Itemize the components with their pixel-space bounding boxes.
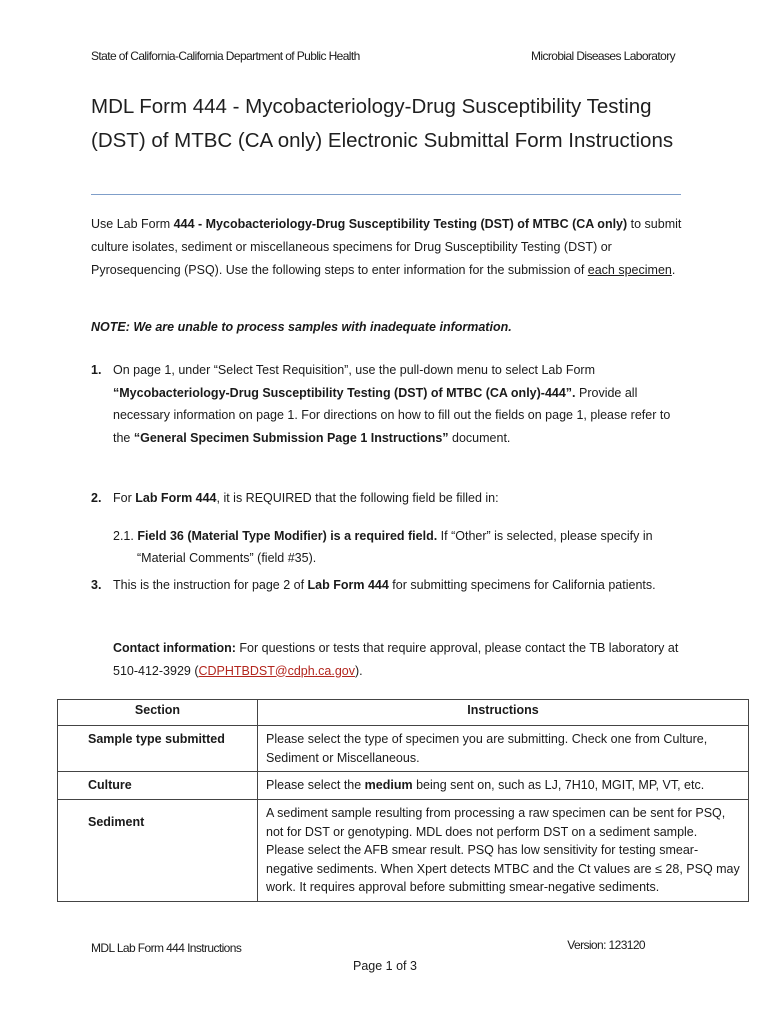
substep-number: 2.1. [113,529,134,543]
row-instructions [258,800,749,902]
intro-each-specimen: each specimen [587,263,672,277]
step-form-name: Lab Form 444 [135,491,217,505]
header-laboratory: Microbial Diseases Laboratory [530,49,675,63]
note-warning: NOTE: We are unable to process samples with inadequate information. [91,320,512,334]
step-doc-reference: “General Specimen Submission Page 1 Instructions” [133,430,449,445]
step-1 [91,359,681,449]
instruction-medium: medium [364,778,413,792]
step-text: document. [448,430,511,445]
step-number: 2. [91,491,102,505]
intro-text-3: . [671,263,676,277]
row-instructions [258,772,749,800]
step-number: 1. [91,363,102,377]
step-form-name: “Mycobacteriology-Drug Susceptibility Testing (DST) of MTBC (CA only)-444”. [113,385,576,400]
table-row [58,800,749,902]
step-text: For [113,491,136,505]
footer-form-name: MDL Lab Form 444 Instructions [91,941,242,955]
step-text: This is the instruction for page 2 of [113,578,308,592]
step-text: , it is REQUIRED that the following field be filled in: [216,491,499,505]
footer-version: Version: 123120 [567,938,645,952]
column-header-instructions: Instructions [258,700,749,726]
row-section: Sample type submitted [58,726,258,772]
column-header-section: Section [58,700,258,726]
row-section: Culture [58,772,258,800]
contact-information [113,637,683,682]
instruction-text: Please select the AFB smear result. PSQ has low sensitivity for testing smear-negative sediments. When Xpert detects MTBC and the Ct values are ≤ 28, PSQ may work. It requires approval before submitting smear-negative sediments. [266,843,740,894]
step-number: 3. [91,578,102,592]
contact-label: Contact information: [113,641,236,655]
step-text: Provide all necessary information on page 1. For directions on how to fill out the fields on page 1, please refer to the [113,385,671,445]
instructions-table [57,699,749,902]
document-title: MDL Form 444 - Mycobacteriology-Drug Susceptibility Testing (DST) of MTBC (CA only) Electronic Submittal Form Instructions [91,95,674,152]
step-text: On page 1, under “Select Test Requisition”, use the pull-down menu to select Lab Form [113,363,595,377]
row-instructions [258,726,749,772]
step-3 [91,574,681,597]
row-section: Sediment [58,800,258,902]
table-header-row [58,700,749,726]
substep-text: If “Other” is selected, please specify in “Material Comments” (field #35). [137,529,653,565]
title-divider [91,194,681,195]
instruction-text: being sent on, such as LJ, 7H10, MGIT, MP, VT, etc. [412,778,705,792]
contact-text: For questions or tests that require approval, please contact the TB laboratory at 510-412-3929 ( [113,641,679,678]
step-text: for submitting specimens for California patients. [388,578,656,592]
instruction-text: Please select the type of specimen you are submitting. Check one from Culture, Sediment or Miscellaneous. [266,732,708,765]
contact-end: ). [354,663,363,678]
step-2-1 [113,525,683,569]
intro-text-1: Use Lab Form [91,217,174,231]
header-department: State of California-California Department of Public Health [91,49,360,63]
intro-form-name: 444 - Mycobacteriology-Drug Susceptibility Testing (DST) of MTBC (CA only) [173,217,628,231]
table-row [58,772,749,800]
intro-paragraph [91,213,691,282]
step-form-name: Lab Form 444 [307,578,389,592]
table-row [58,726,749,772]
intro-text-2: to submit culture isolates, sediment or miscellaneous specimens for Drug Susceptibility Testing (DST) or Pyrosequencing (PSQ). Use the following steps to enter information for the submission of [91,217,682,277]
instruction-text: A sediment sample resulting from processing a raw specimen can be sent for PSQ, not for DST or genotyping. MDL does not perform DST on a sediment sample. [266,806,726,839]
contact-email-link[interactable]: CDPHTBDST@cdph.ca.gov [198,663,355,678]
substep-required-field: Field 36 (Material Type Modifier) is a required field. [137,529,438,543]
page-number: Page 1 of 3 [353,959,417,973]
step-2 [91,487,681,510]
instruction-text: Please select the [266,778,365,792]
